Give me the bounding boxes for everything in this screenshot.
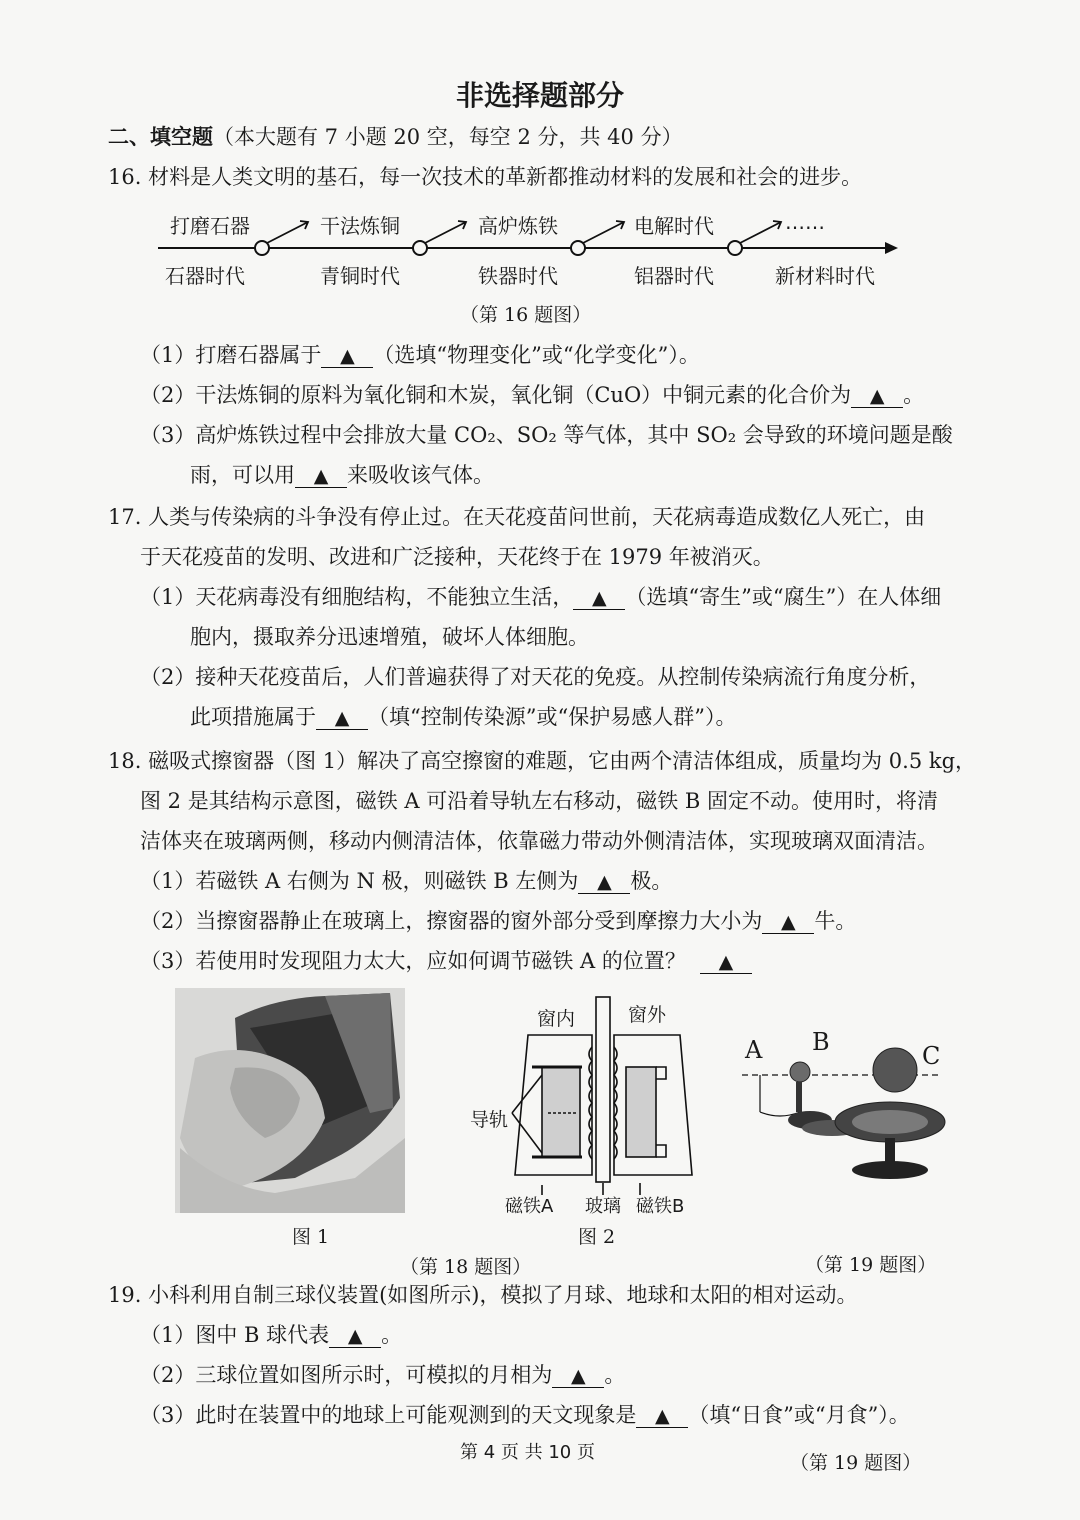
magnet-b <box>626 1067 656 1157</box>
q16-figure-caption: （第 16 题图） <box>460 304 592 326</box>
q17-p2-text: 此项措施属于 <box>190 705 316 729</box>
ball-c <box>873 1048 917 1092</box>
timeline-arrowhead <box>885 242 898 254</box>
timeline-node <box>571 241 585 255</box>
q18-figure-caption: （第 18 题图） <box>400 1256 532 1278</box>
q19-p2-end: 。 <box>604 1363 626 1387</box>
q16-part3-line2 <box>190 460 494 490</box>
q16-p1-text: （1）打磨石器属于 <box>140 343 322 367</box>
timeline-top-label: 高炉炼铁 <box>478 214 558 238</box>
q17-p1-option: （选填“寄生”或“腐生”）在人体细 <box>625 585 942 609</box>
q18-p2-end: 牛。 <box>814 909 857 933</box>
fig2-glass-label: 玻璃 <box>585 1196 621 1217</box>
q19-stem: 19. 小科利用自制三球仪装置(如图所示)，模拟了月球、地球和太阳的相对运动。 <box>108 1283 858 1307</box>
ball-b <box>790 1062 810 1082</box>
q19-p1-end: 。 <box>381 1323 403 1347</box>
timeline-bottom-label: 铁器时代 <box>478 264 558 288</box>
orrery-stand <box>852 1161 928 1179</box>
q19-p2-text: （2）三球位置如图所示时，可模拟的月相为 <box>140 1363 553 1387</box>
timeline-branch-arrow <box>583 221 624 243</box>
timeline-bottom-label: 铝器时代 <box>634 264 714 288</box>
answer-blank[interactable]: ▲ <box>321 345 373 368</box>
timeline-node <box>255 241 269 255</box>
magnet-b-clip <box>656 1067 666 1079</box>
q18-part1 <box>140 866 672 896</box>
timeline-branch-arrow <box>425 221 466 243</box>
q18-p1-end: 极。 <box>630 869 673 893</box>
q19-part3 <box>140 1400 910 1430</box>
q17-part1-line2: 胞内，摄取养分迅速增殖，破坏人体细胞。 <box>190 625 589 649</box>
timeline-bottom-label: 石器时代 <box>165 264 245 288</box>
timeline-branch-arrow <box>740 221 781 243</box>
section-heading: 二、填空题 <box>108 125 213 149</box>
answer-blank[interactable]: ▲ <box>295 465 347 488</box>
answer-blank[interactable]: ▲ <box>573 587 625 610</box>
timeline-top-label: …… <box>785 210 825 234</box>
answer-blank[interactable]: ▲ <box>316 707 368 730</box>
rail-pointer <box>512 1113 542 1153</box>
timeline-node <box>728 241 742 255</box>
timeline-node <box>413 241 427 255</box>
orrery-label-c: C <box>922 1042 941 1070</box>
q17-p2-option: （填“控制传染源”或“保护易感人群”）。 <box>368 705 737 729</box>
q19-figure-caption: （第 19 题图） <box>805 1254 937 1276</box>
q18-part2 <box>140 906 856 936</box>
timeline-branch-arrow <box>267 221 308 243</box>
fig2-label: 图 2 <box>578 1226 616 1248</box>
answer-blank[interactable]: ▲ <box>636 1405 688 1428</box>
q17-p1-text: （1）天花病毒没有细胞结构，不能独立生活， <box>140 585 574 609</box>
timeline-top-label: 电解时代 <box>634 214 714 238</box>
q16-part1 <box>140 340 700 370</box>
q19-figure-caption-2: （第 19 题图） <box>790 1452 922 1474</box>
q17-part1-line1 <box>140 582 941 612</box>
timeline-bottom-label: 青铜时代 <box>320 264 400 288</box>
q16-part3-line1: （3）高炉炼铁过程中会排放大量 CO₂、SO₂ 等气体，其中 SO₂ 会导致的环境问题是酸 <box>140 423 953 447</box>
page-title: 非选择题部分 <box>455 79 624 112</box>
answer-blank[interactable]: ▲ <box>851 385 903 408</box>
fig2-magnet-a-label: 磁铁A <box>505 1196 554 1217</box>
section-heading-row <box>108 122 683 152</box>
q16-p3-text: 雨，可以用 <box>190 463 295 487</box>
q17-stem-line2: 于天花疫苗的发明、改进和广泛接种，天花终于在 1979 年被消灭。 <box>140 545 774 569</box>
q19-p3-option: （填“日食”或“月食”）。 <box>688 1403 910 1427</box>
q16-stem: 16. 材料是人类文明的基石，每一次技术的革新都推动材料的发展和社会的进步。 <box>108 165 863 189</box>
q18-stem-line2: 图 2 是其结构示意图，磁铁 A 可沿着导轨左右移动，磁铁 B 固定不动。使用时，将清 <box>140 789 939 813</box>
rail-pointer <box>512 1075 542 1113</box>
q16-p3-end: 来吸收该气体。 <box>347 463 494 487</box>
q16-p2-end: 。 <box>903 383 925 407</box>
answer-blank[interactable]: ▲ <box>578 871 630 894</box>
fig1-photo <box>175 988 405 1213</box>
q18-p1-text: （1）若磁铁 A 右侧为 N 极，则磁铁 B 左侧为 <box>140 869 579 893</box>
fig2-outside-label: 窗外 <box>628 1004 667 1026</box>
timeline-top-label: 干法炼铜 <box>320 214 400 238</box>
orrery-label-a: A <box>745 1036 763 1064</box>
answer-blank[interactable]: ▲ <box>700 951 752 974</box>
fig2-magnet-b-label: 磁铁B <box>636 1196 685 1217</box>
fig1-label: 图 1 <box>292 1226 330 1248</box>
q17-part2-line1: （2）接种天花疫苗后，人们普遍获得了对天花的免疫。从控制传染病流行角度分析， <box>140 665 931 689</box>
timeline-top-label: 打磨石器 <box>170 214 250 238</box>
section-note: （本大题有 7 小题 20 空，每空 2 分，共 40 分） <box>213 125 683 149</box>
q19-part1 <box>140 1320 402 1350</box>
fig2-inside-label: 窗内 <box>537 1008 576 1030</box>
fig2-rail-label: 导轨 <box>470 1109 509 1131</box>
q18-p2-text: （2）当擦窗器静止在玻璃上，擦窗器的窗外部分受到摩擦力大小为 <box>140 909 763 933</box>
q17-part2-line2 <box>190 702 736 732</box>
q17-stem-line1: 17. 人类与传染病的斗争没有停止过。在天花疫苗问世前，天花病毒造成数亿人死亡，由 <box>108 505 926 529</box>
magnet-b-clip <box>656 1145 666 1157</box>
q18-p3-text: （3）若使用时发现阻力太大，应如何调节磁铁 A 的位置？ <box>140 949 686 973</box>
q16-part2 <box>140 380 924 410</box>
orrery-label-b: B <box>812 1028 830 1056</box>
magnet-a <box>542 1067 580 1157</box>
q18-stem-line3: 洁体夹在玻璃两侧，移动内侧清洁体，依靠磁力带动外侧清洁体，实现玻璃双面清洁。 <box>140 829 938 853</box>
q18-part3 <box>140 946 752 976</box>
q16-p2-text: （2）干法炼铜的原料为氧化铜和木炭，氧化铜（CuO）中铜元素的化合价为 <box>140 383 852 407</box>
q16-p1-option: （选填“物理变化”或“化学变化”）。 <box>373 343 700 367</box>
answer-blank[interactable]: ▲ <box>552 1365 604 1388</box>
q19-p3-text: （3）此时在装置中的地球上可能观测到的天文现象是 <box>140 1403 637 1427</box>
answer-blank[interactable]: ▲ <box>762 911 814 934</box>
q18-stem-line1: 18. 磁吸式擦窗器（图 1）解决了高空擦窗的难题，它由两个清洁体组成，质量均为 0.5 kg， <box>108 749 977 773</box>
q19-part2 <box>140 1360 625 1390</box>
q19-p1-text: （1）图中 B 球代表 <box>140 1323 330 1347</box>
answer-blank[interactable]: ▲ <box>329 1325 381 1348</box>
glass-pane <box>596 997 610 1182</box>
page-footer: 第 4 页 共 10 页 <box>460 1442 595 1463</box>
timeline-bottom-label: 新材料时代 <box>775 264 875 288</box>
